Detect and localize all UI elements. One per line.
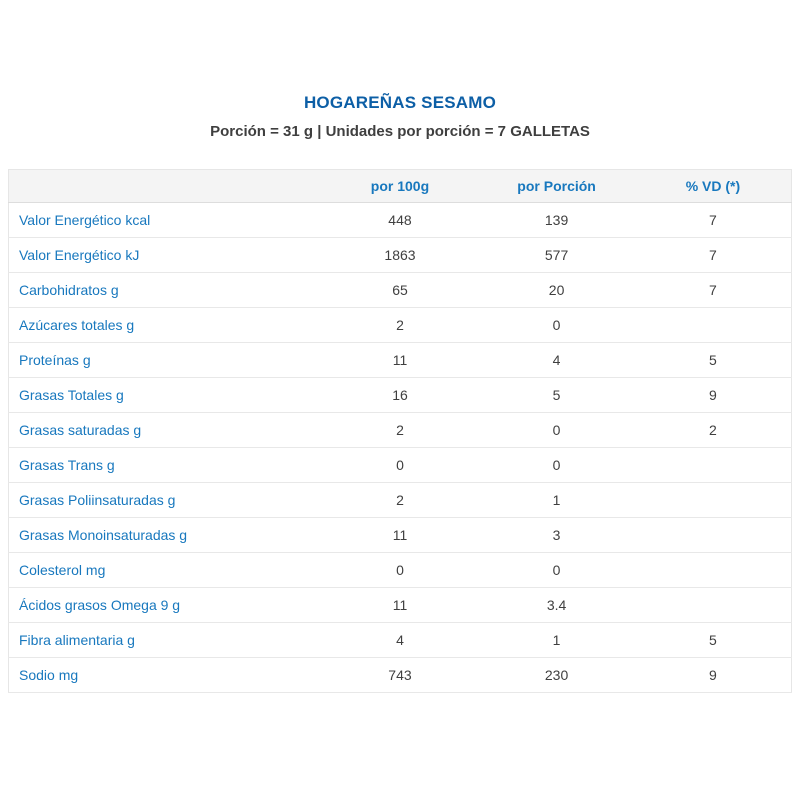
table-row bbox=[9, 203, 792, 238]
nutrient-label: Sodio mg bbox=[9, 658, 322, 693]
table-row bbox=[9, 413, 792, 448]
per-portion-value: 1 bbox=[478, 623, 635, 658]
nutrient-label: Azúcares totales g bbox=[9, 308, 322, 343]
per-100g-value: 2 bbox=[322, 413, 479, 448]
per-portion-value: 5 bbox=[478, 378, 635, 413]
table-row bbox=[9, 658, 792, 693]
daily-value-percent: 9 bbox=[635, 658, 792, 693]
header-row bbox=[9, 170, 792, 203]
per-100g-value: 2 bbox=[322, 483, 479, 518]
per-100g-value: 4 bbox=[322, 623, 479, 658]
daily-value-percent: 7 bbox=[635, 273, 792, 308]
per-portion-value: 0 bbox=[478, 308, 635, 343]
nutrient-label: Grasas Totales g bbox=[9, 378, 322, 413]
nutrient-label: Valor Energético kJ bbox=[9, 238, 322, 273]
table-row bbox=[9, 518, 792, 553]
daily-value-percent: 9 bbox=[635, 378, 792, 413]
per-100g-value: 11 bbox=[322, 588, 479, 623]
daily-value-percent bbox=[635, 448, 792, 483]
per-portion-value: 4 bbox=[478, 343, 635, 378]
nutrient-label: Grasas Monoinsaturadas g bbox=[9, 518, 322, 553]
nutrient-label: Grasas Trans g bbox=[9, 448, 322, 483]
table-row bbox=[9, 238, 792, 273]
per-100g-value: 448 bbox=[322, 203, 479, 238]
table-row bbox=[9, 273, 792, 308]
table-row bbox=[9, 343, 792, 378]
nutrient-label: Grasas Poliinsaturadas g bbox=[9, 483, 322, 518]
daily-value-percent: 7 bbox=[635, 238, 792, 273]
per-portion-value: 20 bbox=[478, 273, 635, 308]
header-per-100g-column: por 100g bbox=[322, 170, 479, 203]
per-100g-value: 11 bbox=[322, 343, 479, 378]
nutrition-table-header bbox=[9, 170, 792, 203]
per-100g-value: 0 bbox=[322, 553, 479, 588]
nutrient-label: Proteínas g bbox=[9, 343, 322, 378]
per-portion-value: 577 bbox=[478, 238, 635, 273]
table-row bbox=[9, 448, 792, 483]
nutrient-label: Colesterol mg bbox=[9, 553, 322, 588]
header-daily-value-column: % VD (*) bbox=[635, 170, 792, 203]
table-row bbox=[9, 378, 792, 413]
per-portion-value: 0 bbox=[478, 413, 635, 448]
per-100g-value: 65 bbox=[322, 273, 479, 308]
daily-value-percent bbox=[635, 483, 792, 518]
per-portion-value: 0 bbox=[478, 448, 635, 483]
per-portion-value: 3 bbox=[478, 518, 635, 553]
table-row bbox=[9, 308, 792, 343]
per-100g-value: 16 bbox=[322, 378, 479, 413]
table-row bbox=[9, 623, 792, 658]
table-row bbox=[9, 553, 792, 588]
header-per-portion-column: por Porción bbox=[478, 170, 635, 203]
table-row bbox=[9, 483, 792, 518]
serving-info: Porción = 31 g | Unidades por porción = 7 GALLETAS bbox=[210, 123, 590, 140]
nutrition-table-body bbox=[9, 203, 792, 693]
daily-value-percent: 7 bbox=[635, 203, 792, 238]
per-100g-value: 1863 bbox=[322, 238, 479, 273]
per-100g-value: 2 bbox=[322, 308, 479, 343]
daily-value-percent bbox=[635, 553, 792, 588]
per-portion-value: 1 bbox=[478, 483, 635, 518]
daily-value-percent bbox=[635, 308, 792, 343]
per-100g-value: 743 bbox=[322, 658, 479, 693]
nutrient-label: Fibra alimentaria g bbox=[9, 623, 322, 658]
per-100g-value: 11 bbox=[322, 518, 479, 553]
daily-value-percent: 5 bbox=[635, 623, 792, 658]
product-title: HOGAREÑAS SESAMO bbox=[303, 93, 497, 112]
per-portion-value: 0 bbox=[478, 553, 635, 588]
nutrient-label: Ácidos grasos Omega 9 g bbox=[9, 588, 322, 623]
daily-value-percent: 5 bbox=[635, 343, 792, 378]
per-portion-value: 3.4 bbox=[478, 588, 635, 623]
daily-value-percent bbox=[635, 588, 792, 623]
daily-value-percent bbox=[635, 518, 792, 553]
per-portion-value: 139 bbox=[478, 203, 635, 238]
table-row bbox=[9, 588, 792, 623]
header-nutrient-column bbox=[9, 170, 322, 203]
nutrient-label: Valor Energético kcal bbox=[9, 203, 322, 238]
per-100g-value: 0 bbox=[322, 448, 479, 483]
nutrient-label: Grasas saturadas g bbox=[9, 413, 322, 448]
nutrition-table bbox=[8, 169, 792, 693]
per-portion-value: 230 bbox=[478, 658, 635, 693]
nutrient-label: Carbohidratos g bbox=[9, 273, 322, 308]
daily-value-percent: 2 bbox=[635, 413, 792, 448]
